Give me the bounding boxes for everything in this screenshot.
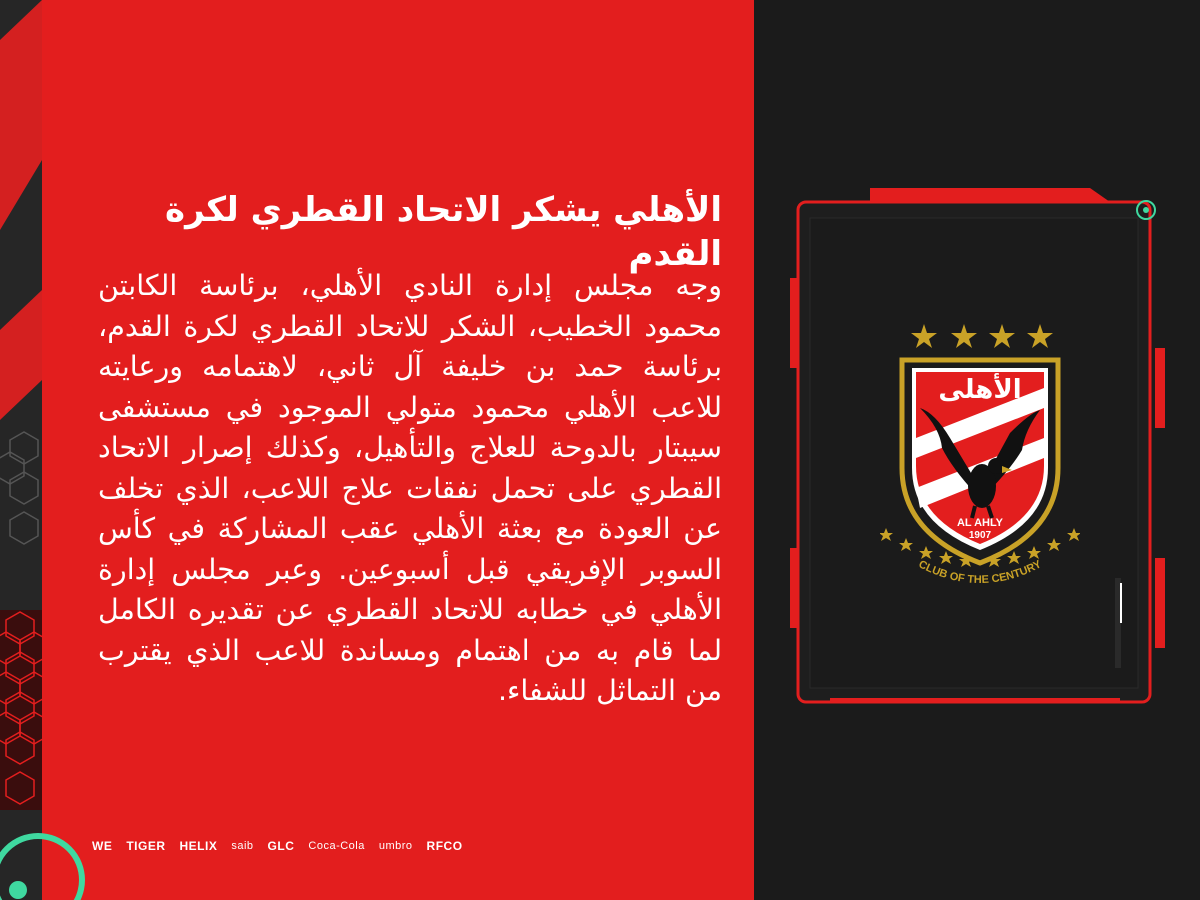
sponsor-logo: GLC	[267, 839, 295, 853]
article-body: وجه مجلس إدارة النادي الأهلي، برئاسة الكابتن محمود الخطيب، الشكر للاتحاد القطري لكرة القدم، برئاسة حمد بن خليفة آل ثاني، لاهتمامه ورعايته للاعب الأهلي محمود متولي الموجود في مستشفى سيبتار بالدوحة للعلاج والتأهيل، وكذلك إصرار الاتحاد القطري على تحمل نفقات علاج اللاعب، الذي تخلف عن العودة مع بعثة الأهلي عقب المشاركة في كأس السوبر الإفريقي قبل أسبوعين. وعبر مجلس إدارة الأهلي في خطابه للاتحاد القطري عن تقديره الكامل لما قام به من اهتمام ومساندة للاعب الذي يقترب من التماثل للشفاء.	[98, 269, 722, 707]
sponsor-logo: TIGER	[126, 839, 166, 853]
decorative-left-strip	[0, 0, 42, 900]
headline: الأهلي يشكر الاتحاد القطري لكرة القدم	[165, 190, 722, 274]
crest-year: 1907	[968, 530, 992, 541]
sponsor-logo: WE	[92, 839, 113, 853]
sponsor-logo: Coca-Cola	[308, 840, 365, 852]
sponsor-logo: umbro	[378, 840, 413, 852]
crest-motto-text: CLUB OF THE CENTURY	[916, 558, 1044, 587]
crest-club-name: AL AHLY	[956, 517, 1004, 529]
sponsor-logo: RFCO	[426, 839, 463, 853]
star-icon-row	[911, 324, 1053, 348]
sponsor-logos	[92, 826, 463, 866]
sponsor-logo: saib	[231, 840, 254, 852]
sponsor-logo: HELIX	[179, 839, 218, 853]
al-ahly-crest	[880, 318, 1080, 598]
hex-pattern	[0, 0, 42, 900]
crest-arabic-name: الأهلى	[938, 375, 1022, 405]
